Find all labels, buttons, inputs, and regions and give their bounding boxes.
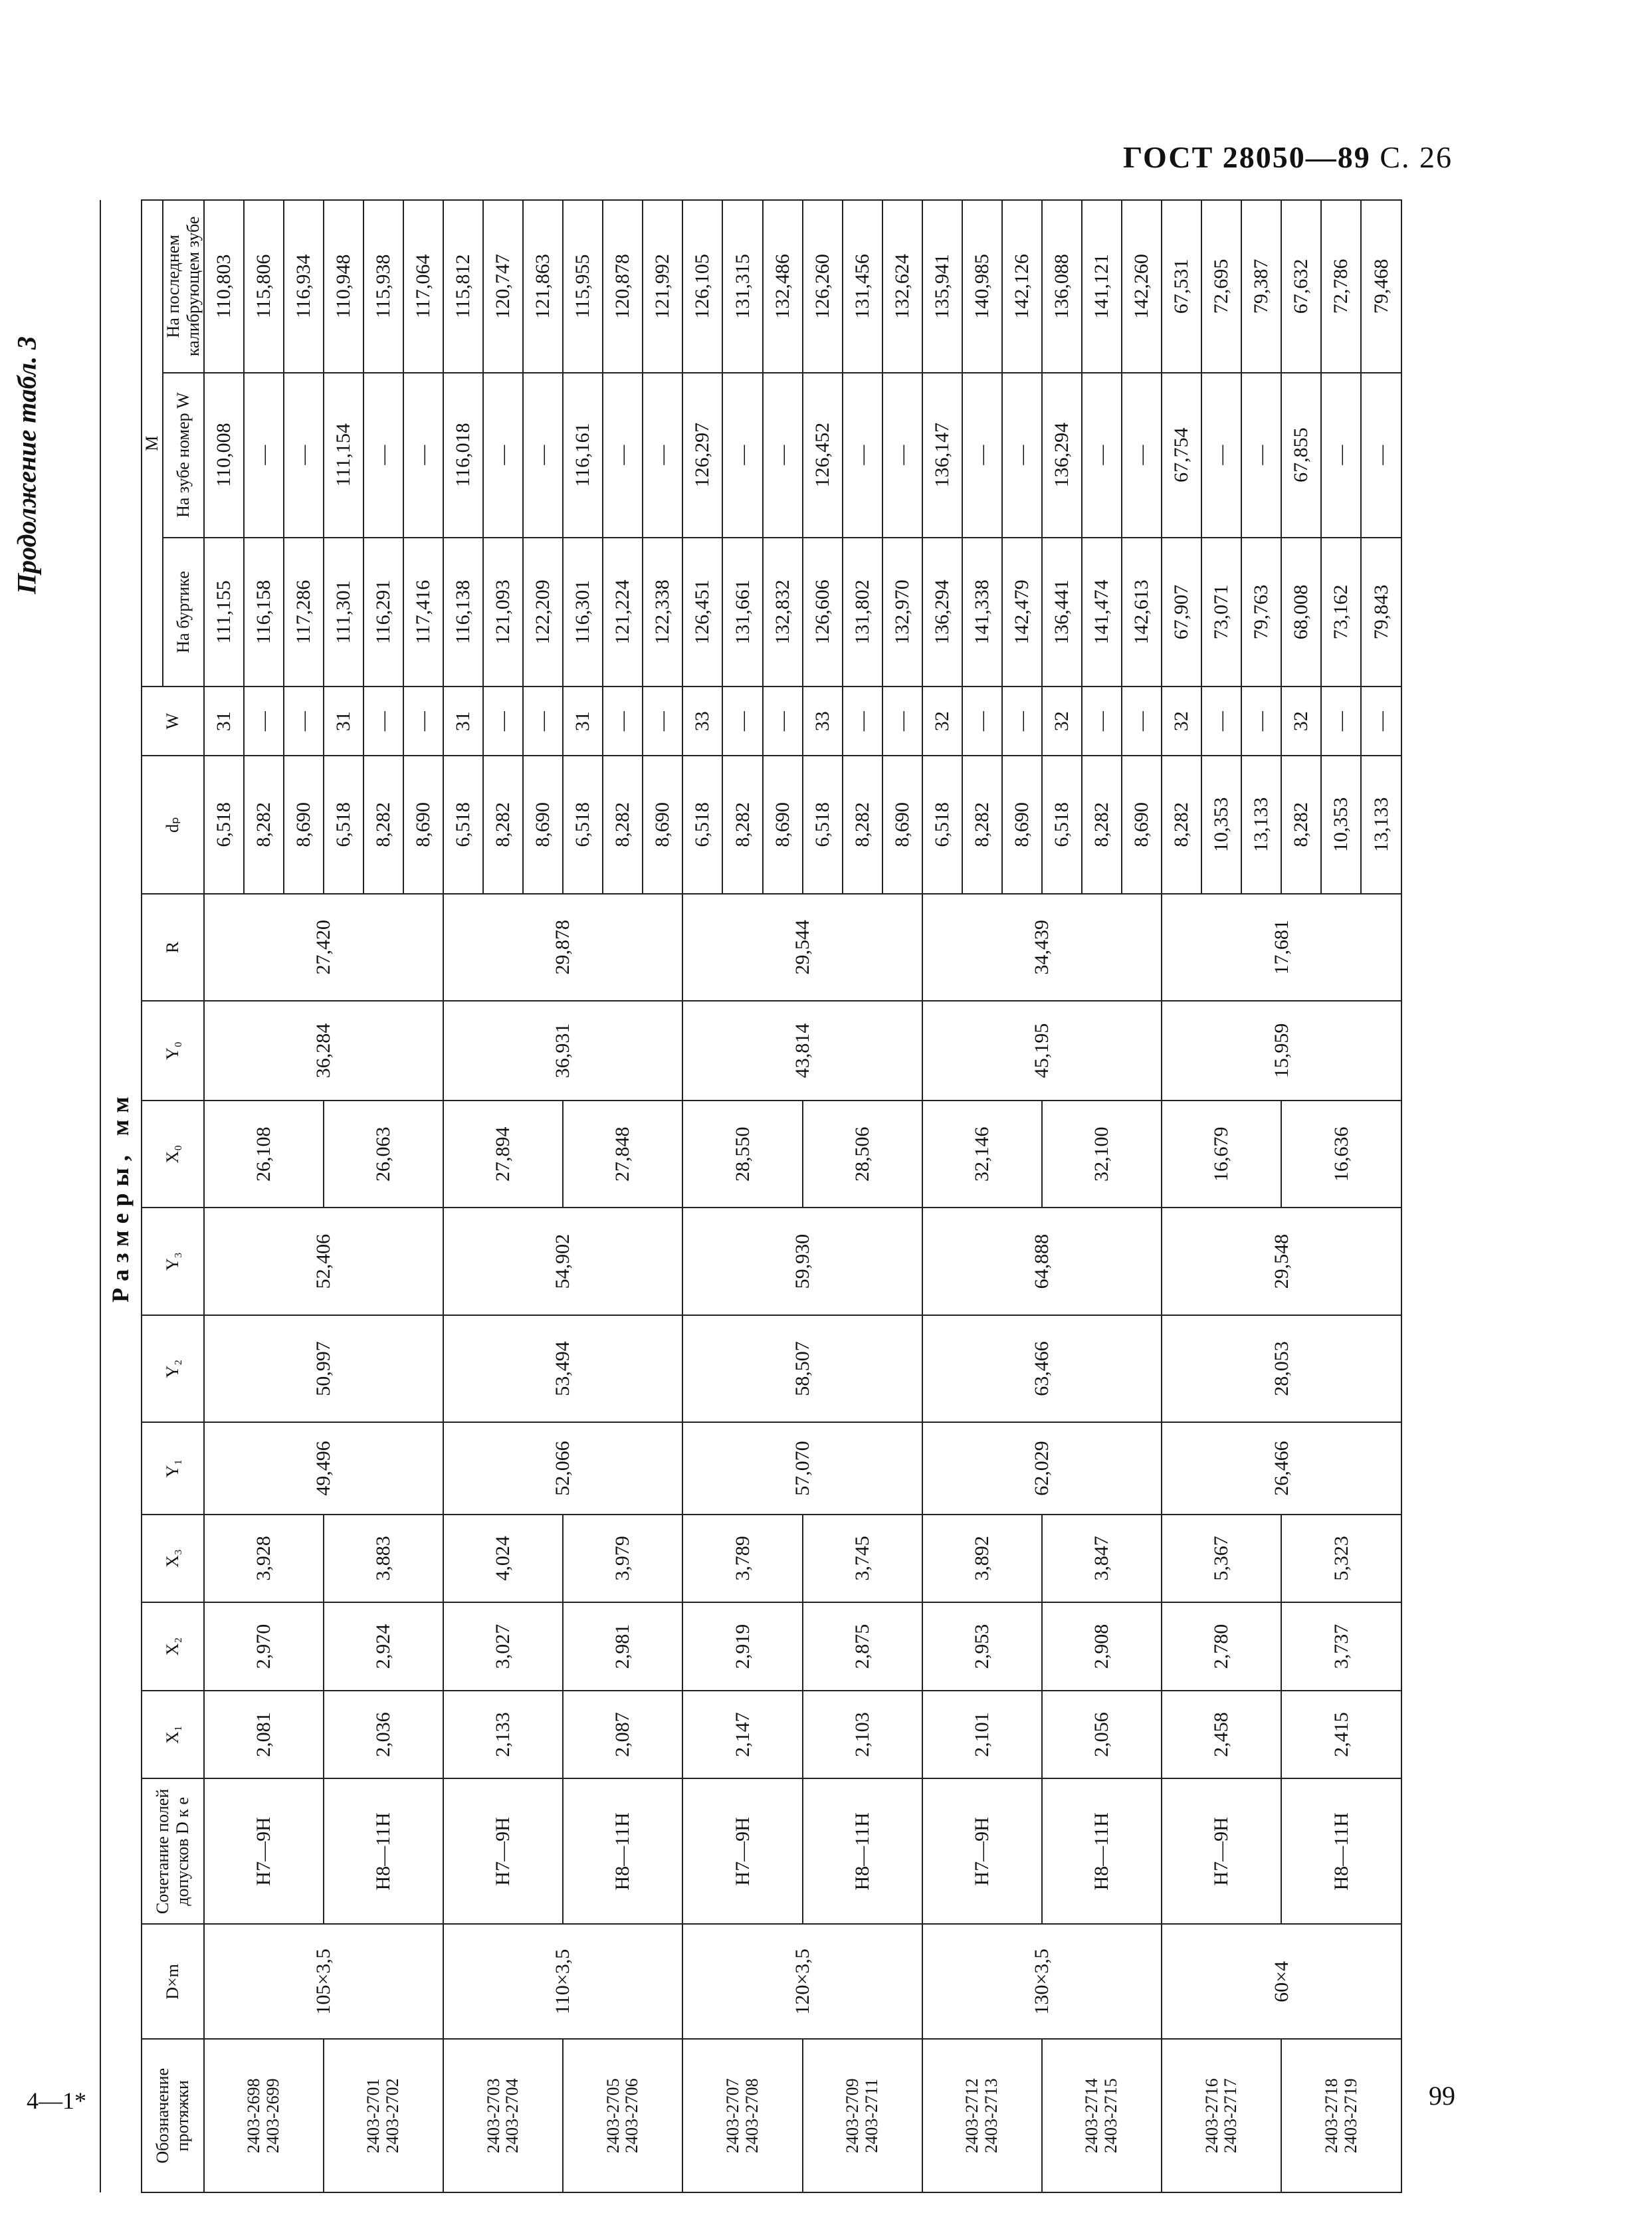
dxm-cell: 120×3,5 bbox=[682, 1924, 922, 2039]
tolerance-cell: H7—9H bbox=[922, 1778, 1042, 1924]
y0-cell: 45,195 bbox=[922, 1001, 1162, 1101]
w-cell: — bbox=[1201, 686, 1241, 756]
dp-cell: 8,690 bbox=[523, 756, 563, 894]
w-cell: — bbox=[244, 686, 284, 756]
y0-cell: 43,814 bbox=[682, 1001, 922, 1101]
designation-cell bbox=[324, 2039, 443, 2192]
designation-code: 2403-2702 bbox=[382, 2078, 402, 2154]
continuation-label: Продолжение табл. 3 bbox=[11, 336, 42, 595]
dp-cell: 8,282 bbox=[483, 756, 523, 894]
m-last-cell: 110,803 bbox=[204, 200, 244, 373]
y1-cell: 62,029 bbox=[922, 1422, 1162, 1514]
w-cell: — bbox=[1122, 686, 1162, 756]
m-collar-cell: 116,291 bbox=[363, 538, 403, 687]
y1-cell: 26,466 bbox=[1162, 1422, 1401, 1514]
tolerance-cell: H7—9H bbox=[1162, 1778, 1281, 1924]
designation-code: 2403-2711 bbox=[861, 2078, 881, 2153]
m-last-cell: 67,632 bbox=[1281, 200, 1321, 373]
x3-cell: 3,892 bbox=[922, 1515, 1042, 1603]
x0-cell: 26,063 bbox=[324, 1101, 443, 1208]
designation-cell bbox=[563, 2039, 682, 2192]
x2-cell: 3,027 bbox=[443, 1602, 563, 1691]
col-y0: Y₀ bbox=[142, 1001, 204, 1101]
dp-cell: 8,282 bbox=[962, 756, 1002, 894]
m-collar-cell: 121,093 bbox=[483, 538, 523, 687]
col-y2: Y₂ bbox=[142, 1315, 204, 1422]
m-tooth-cell: 67,754 bbox=[1162, 373, 1201, 538]
designation-cell bbox=[803, 2039, 922, 2192]
m-tooth-cell: — bbox=[763, 373, 803, 538]
table-row bbox=[1162, 200, 1201, 2192]
w-cell: — bbox=[1002, 686, 1042, 756]
tolerance-cell: H8—11H bbox=[324, 1778, 443, 1924]
m-collar-cell: 142,613 bbox=[1122, 538, 1162, 687]
m-last-cell: 126,105 bbox=[682, 200, 722, 373]
col-dxm: D×m bbox=[142, 1924, 204, 2039]
designation-code: 2403-2713 bbox=[981, 2078, 1001, 2154]
m-last-cell: 140,985 bbox=[962, 200, 1002, 373]
m-collar-cell: 141,474 bbox=[1082, 538, 1122, 687]
m-collar-cell: 122,209 bbox=[523, 538, 563, 687]
m-collar-cell: 111,301 bbox=[324, 538, 363, 687]
m-last-cell: 135,941 bbox=[922, 200, 962, 373]
m-collar-cell: 79,843 bbox=[1361, 538, 1401, 687]
w-cell: — bbox=[1361, 686, 1401, 756]
dp-cell: 10,353 bbox=[1201, 756, 1241, 894]
dxm-cell: 105×3,5 bbox=[204, 1924, 443, 2039]
m-collar-cell: 126,451 bbox=[682, 538, 722, 687]
x2-cell: 3,737 bbox=[1281, 1602, 1401, 1691]
w-cell: 31 bbox=[443, 686, 483, 756]
x1-cell: 2,056 bbox=[1042, 1691, 1162, 1779]
dp-cell: 8,282 bbox=[603, 756, 643, 894]
w-cell: 32 bbox=[1042, 686, 1082, 756]
y3-cell: 59,930 bbox=[682, 1208, 922, 1315]
header-page-ref: С. 26 bbox=[1380, 140, 1453, 174]
designation-cell bbox=[443, 2039, 563, 2192]
dp-cell: 6,518 bbox=[204, 756, 244, 894]
m-last-cell: 120,878 bbox=[603, 200, 643, 373]
m-last-cell: 115,806 bbox=[244, 200, 284, 373]
m-last-cell: 110,948 bbox=[324, 200, 363, 373]
w-cell: 31 bbox=[324, 686, 363, 756]
w-cell: 31 bbox=[563, 686, 603, 756]
table-row bbox=[803, 200, 843, 2192]
m-tooth-cell: — bbox=[882, 373, 922, 538]
r-cell: 17,681 bbox=[1162, 894, 1401, 1001]
m-tooth-cell: — bbox=[1361, 373, 1401, 538]
tolerance-cell: H8—11H bbox=[1042, 1778, 1162, 1924]
dp-cell: 6,518 bbox=[324, 756, 363, 894]
dp-cell: 8,282 bbox=[244, 756, 284, 894]
m-last-cell: 131,315 bbox=[722, 200, 762, 373]
m-tooth-cell: — bbox=[483, 373, 523, 538]
x2-cell: 2,981 bbox=[563, 1602, 682, 1691]
r-cell: 27,420 bbox=[204, 894, 443, 1001]
x2-cell: 2,924 bbox=[324, 1602, 443, 1691]
m-tooth-cell: 116,161 bbox=[563, 373, 603, 538]
y2-cell: 50,997 bbox=[204, 1315, 443, 1422]
x0-cell: 32,100 bbox=[1042, 1101, 1162, 1208]
dp-cell: 6,518 bbox=[563, 756, 603, 894]
col-x2: X₂ bbox=[142, 1602, 204, 1691]
m-collar-cell: 136,441 bbox=[1042, 538, 1082, 687]
m-last-cell: 120,747 bbox=[483, 200, 523, 373]
m-collar-cell: 131,802 bbox=[843, 538, 882, 687]
y1-cell: 57,070 bbox=[682, 1422, 922, 1514]
m-tooth-cell: 111,154 bbox=[324, 373, 363, 538]
designation-code: 2403-2709 bbox=[843, 2078, 863, 2154]
y1-cell: 52,066 bbox=[443, 1422, 682, 1514]
m-last-cell: 142,260 bbox=[1122, 200, 1162, 373]
col-m-collar: На буртике bbox=[163, 538, 204, 687]
m-collar-cell: 116,158 bbox=[244, 538, 284, 687]
m-collar-cell: 117,416 bbox=[403, 538, 443, 687]
m-last-cell: 115,955 bbox=[563, 200, 603, 373]
m-collar-cell: 117,286 bbox=[284, 538, 324, 687]
dp-cell: 6,518 bbox=[922, 756, 962, 894]
m-last-cell: 126,260 bbox=[803, 200, 843, 373]
y0-cell: 36,931 bbox=[443, 1001, 682, 1101]
m-tooth-cell: — bbox=[643, 373, 682, 538]
dp-cell: 8,282 bbox=[722, 756, 762, 894]
m-tooth-cell: — bbox=[403, 373, 443, 538]
designation-cell bbox=[1162, 2039, 1281, 2192]
dp-cell: 13,133 bbox=[1361, 756, 1401, 894]
header-title: ГОСТ 28050—89 bbox=[1122, 140, 1371, 174]
m-tooth-cell: 67,855 bbox=[1281, 373, 1321, 538]
w-cell: — bbox=[643, 686, 682, 756]
col-r: R bbox=[142, 894, 204, 1001]
m-tooth-cell: — bbox=[1201, 373, 1241, 538]
x1-cell: 2,147 bbox=[682, 1691, 802, 1779]
x2-cell: 2,970 bbox=[204, 1602, 324, 1691]
m-collar-cell: 79,763 bbox=[1241, 538, 1281, 687]
tolerance-cell: H8—11H bbox=[563, 1778, 682, 1924]
col-designation: Обозначение протяжки bbox=[142, 2039, 204, 2192]
col-m-tooth: На зубе номер W bbox=[163, 373, 204, 538]
m-last-cell: 132,486 bbox=[763, 200, 803, 373]
w-cell: — bbox=[603, 686, 643, 756]
m-last-cell: 72,695 bbox=[1201, 200, 1241, 373]
y3-cell: 29,548 bbox=[1162, 1208, 1401, 1315]
x1-cell: 2,133 bbox=[443, 1691, 563, 1779]
m-tooth-cell: — bbox=[1241, 373, 1281, 538]
tolerance-cell: H7—9H bbox=[682, 1778, 802, 1924]
y2-cell: 53,494 bbox=[443, 1315, 682, 1422]
designation-cell bbox=[922, 2039, 1042, 2192]
w-cell: — bbox=[962, 686, 1002, 756]
m-tooth-cell: — bbox=[244, 373, 284, 538]
table-row bbox=[922, 200, 962, 2192]
m-collar-cell: 142,479 bbox=[1002, 538, 1042, 687]
m-collar-cell: 141,338 bbox=[962, 538, 1002, 687]
x2-cell: 2,780 bbox=[1162, 1602, 1281, 1691]
m-last-cell: 121,992 bbox=[643, 200, 682, 373]
dxm-cell: 110×3,5 bbox=[443, 1924, 682, 2039]
y2-cell: 63,466 bbox=[922, 1315, 1162, 1422]
table-row bbox=[682, 200, 722, 2192]
m-collar-cell: 132,970 bbox=[882, 538, 922, 687]
m-collar-cell: 126,606 bbox=[803, 538, 843, 687]
x0-cell: 26,108 bbox=[204, 1101, 324, 1208]
dxm-cell: 60×4 bbox=[1162, 1924, 1401, 2039]
dp-cell: 8,282 bbox=[843, 756, 882, 894]
x0-cell: 27,894 bbox=[443, 1101, 563, 1208]
table-title: Размеры, мм bbox=[100, 200, 142, 2192]
x2-cell: 2,875 bbox=[803, 1602, 922, 1691]
y3-cell: 52,406 bbox=[204, 1208, 443, 1315]
w-cell: 32 bbox=[922, 686, 962, 756]
m-tooth-cell: — bbox=[603, 373, 643, 538]
m-last-cell: 141,121 bbox=[1082, 200, 1122, 373]
r-cell: 29,878 bbox=[443, 894, 682, 1001]
y3-cell: 64,888 bbox=[922, 1208, 1162, 1315]
dp-cell: 8,690 bbox=[643, 756, 682, 894]
m-collar-cell: 132,832 bbox=[763, 538, 803, 687]
x0-cell: 27,848 bbox=[563, 1101, 682, 1208]
w-cell: — bbox=[403, 686, 443, 756]
designation-cell bbox=[204, 2039, 324, 2192]
x2-cell: 2,908 bbox=[1042, 1602, 1162, 1691]
designation-code: 2403-2699 bbox=[262, 2078, 282, 2154]
designation-code: 2403-2716 bbox=[1201, 2078, 1221, 2154]
m-last-cell: 67,531 bbox=[1162, 200, 1201, 373]
w-cell: 33 bbox=[803, 686, 843, 756]
x3-cell: 5,367 bbox=[1162, 1515, 1281, 1603]
w-cell: — bbox=[882, 686, 922, 756]
w-cell: 32 bbox=[1281, 686, 1321, 756]
w-cell: 31 bbox=[204, 686, 244, 756]
designation-code: 2403-2707 bbox=[722, 2078, 742, 2154]
m-collar-cell: 73,071 bbox=[1201, 538, 1241, 687]
x2-cell: 2,953 bbox=[922, 1602, 1042, 1691]
dxm-cell: 130×3,5 bbox=[922, 1924, 1162, 2039]
dp-cell: 8,282 bbox=[363, 756, 403, 894]
table-row bbox=[1042, 200, 1082, 2192]
dp-cell: 6,518 bbox=[682, 756, 722, 894]
m-last-cell: 72,786 bbox=[1321, 200, 1361, 373]
footer-signature: 4—1* bbox=[27, 2087, 86, 2114]
tolerance-cell: H8—11H bbox=[1281, 1778, 1401, 1924]
document-header bbox=[1123, 140, 1453, 175]
m-tooth-cell: — bbox=[284, 373, 324, 538]
m-tooth-cell: 126,297 bbox=[682, 373, 722, 538]
dp-cell: 8,282 bbox=[1281, 756, 1321, 894]
dp-cell: 6,518 bbox=[803, 756, 843, 894]
dp-cell: 8,282 bbox=[1162, 756, 1201, 894]
col-y1: Y₁ bbox=[142, 1422, 204, 1514]
w-cell: 32 bbox=[1162, 686, 1201, 756]
m-tooth-cell: — bbox=[523, 373, 563, 538]
m-tooth-cell: — bbox=[722, 373, 762, 538]
col-w: W bbox=[142, 686, 204, 756]
m-tooth-cell: — bbox=[962, 373, 1002, 538]
m-tooth-cell: 126,452 bbox=[803, 373, 843, 538]
designation-code: 2403-2718 bbox=[1322, 2078, 1342, 2154]
designation-cell bbox=[1042, 2039, 1162, 2192]
col-dp: dₚ bbox=[142, 756, 204, 894]
tolerance-cell: H8—11H bbox=[803, 1778, 922, 1924]
dp-cell: 6,518 bbox=[443, 756, 483, 894]
w-cell: — bbox=[763, 686, 803, 756]
designation-cell bbox=[1281, 2039, 1401, 2192]
m-tooth-cell: 136,294 bbox=[1042, 373, 1082, 538]
m-last-cell: 121,863 bbox=[523, 200, 563, 373]
m-last-cell: 142,126 bbox=[1002, 200, 1042, 373]
m-collar-cell: 131,661 bbox=[722, 538, 762, 687]
x1-cell: 2,101 bbox=[922, 1691, 1042, 1779]
col-y3: Y₃ bbox=[142, 1208, 204, 1315]
m-last-cell: 115,938 bbox=[363, 200, 403, 373]
x1-cell: 2,087 bbox=[563, 1691, 682, 1779]
x3-cell: 3,928 bbox=[204, 1515, 324, 1603]
x1-cell: 2,081 bbox=[204, 1691, 324, 1779]
x2-cell: 2,919 bbox=[682, 1602, 802, 1691]
x3-cell: 3,745 bbox=[803, 1515, 922, 1603]
x3-cell: 3,847 bbox=[1042, 1515, 1162, 1603]
r-cell: 34,439 bbox=[922, 894, 1162, 1001]
x1-cell: 2,036 bbox=[324, 1691, 443, 1779]
m-last-cell: 132,624 bbox=[882, 200, 922, 373]
designation-cell bbox=[682, 2039, 802, 2192]
col-m-last: На последнем калибрующем зубе bbox=[163, 200, 204, 373]
col-x3: X₃ bbox=[142, 1515, 204, 1603]
x0-cell: 28,550 bbox=[682, 1101, 802, 1208]
m-tooth-cell: 116,018 bbox=[443, 373, 483, 538]
m-tooth-cell: — bbox=[1082, 373, 1122, 538]
m-collar-cell: 122,338 bbox=[643, 538, 682, 687]
x0-cell: 16,679 bbox=[1162, 1101, 1281, 1208]
m-collar-cell: 116,138 bbox=[443, 538, 483, 687]
m-last-cell: 117,064 bbox=[403, 200, 443, 373]
table-row bbox=[563, 200, 603, 2192]
dp-cell: 13,133 bbox=[1241, 756, 1281, 894]
m-collar-cell: 111,155 bbox=[204, 538, 244, 687]
page-number: 99 bbox=[1429, 2081, 1455, 2111]
m-collar-cell: 73,162 bbox=[1321, 538, 1361, 687]
dimensions-table bbox=[100, 199, 1402, 2193]
designation-code: 2403-2712 bbox=[962, 2078, 982, 2154]
table-row bbox=[324, 200, 363, 2192]
dp-cell: 8,282 bbox=[1082, 756, 1122, 894]
designation-code: 2403-2715 bbox=[1101, 2078, 1121, 2154]
m-tooth-cell: — bbox=[363, 373, 403, 538]
y0-cell: 15,959 bbox=[1162, 1001, 1401, 1101]
m-collar-cell: 121,224 bbox=[603, 538, 643, 687]
x0-cell: 16,636 bbox=[1281, 1101, 1401, 1208]
table-row bbox=[204, 200, 244, 2192]
dp-cell: 8,690 bbox=[763, 756, 803, 894]
w-cell: — bbox=[722, 686, 762, 756]
x3-cell: 5,323 bbox=[1281, 1515, 1401, 1603]
w-cell: — bbox=[1321, 686, 1361, 756]
dimensions-table-container bbox=[100, 199, 1402, 2193]
y1-cell: 49,496 bbox=[204, 1422, 443, 1514]
w-cell: — bbox=[1241, 686, 1281, 756]
m-collar-cell: 68,008 bbox=[1281, 538, 1321, 687]
x3-cell: 3,979 bbox=[563, 1515, 682, 1603]
table-row bbox=[443, 200, 483, 2192]
x3-cell: 4,024 bbox=[443, 1515, 563, 1603]
m-last-cell: 131,456 bbox=[843, 200, 882, 373]
designation-code: 2403-2698 bbox=[244, 2078, 264, 2154]
m-last-cell: 79,468 bbox=[1361, 200, 1401, 373]
m-tooth-cell: — bbox=[1122, 373, 1162, 538]
w-cell: — bbox=[363, 686, 403, 756]
m-collar-cell: 116,301 bbox=[563, 538, 603, 687]
y2-cell: 28,053 bbox=[1162, 1315, 1401, 1422]
m-collar-cell: 67,907 bbox=[1162, 538, 1201, 687]
w-cell: — bbox=[1082, 686, 1122, 756]
designation-code: 2403-2714 bbox=[1082, 2078, 1102, 2154]
designation-code: 2403-2703 bbox=[483, 2078, 503, 2154]
y3-cell: 54,902 bbox=[443, 1208, 682, 1315]
dp-cell: 8,690 bbox=[284, 756, 324, 894]
designation-code: 2403-2719 bbox=[1340, 2078, 1360, 2154]
y0-cell: 36,284 bbox=[204, 1001, 443, 1101]
m-last-cell: 116,934 bbox=[284, 200, 324, 373]
dp-cell: 8,690 bbox=[1002, 756, 1042, 894]
dp-cell: 8,690 bbox=[403, 756, 443, 894]
w-cell: — bbox=[483, 686, 523, 756]
r-cell: 29,544 bbox=[682, 894, 922, 1001]
designation-code: 2403-2717 bbox=[1221, 2078, 1241, 2154]
dp-cell: 8,690 bbox=[882, 756, 922, 894]
m-collar-cell: 136,294 bbox=[922, 538, 962, 687]
designation-code: 2403-2704 bbox=[502, 2078, 522, 2154]
dp-cell: 8,690 bbox=[1122, 756, 1162, 894]
col-tolerance: Сочетание полей допусков D к е bbox=[142, 1778, 204, 1924]
m-tooth-cell: — bbox=[843, 373, 882, 538]
m-tooth-cell: — bbox=[1321, 373, 1361, 538]
w-cell: 33 bbox=[682, 686, 722, 756]
designation-code: 2403-2706 bbox=[622, 2078, 642, 2154]
tolerance-cell: H7—9H bbox=[443, 1778, 563, 1924]
m-tooth-cell: 110,008 bbox=[204, 373, 244, 538]
tolerance-cell: H7—9H bbox=[204, 1778, 324, 1924]
x3-cell: 3,789 bbox=[682, 1515, 802, 1603]
dp-cell: 10,353 bbox=[1321, 756, 1361, 894]
x3-cell: 3,883 bbox=[324, 1515, 443, 1603]
w-cell: — bbox=[843, 686, 882, 756]
col-x0: X₀ bbox=[142, 1101, 204, 1208]
x0-cell: 32,146 bbox=[922, 1101, 1042, 1208]
x1-cell: 2,458 bbox=[1162, 1691, 1281, 1779]
w-cell: — bbox=[284, 686, 324, 756]
m-last-cell: 115,812 bbox=[443, 200, 483, 373]
x1-cell: 2,415 bbox=[1281, 1691, 1401, 1779]
x0-cell: 28,506 bbox=[803, 1101, 922, 1208]
dp-cell: 6,518 bbox=[1042, 756, 1082, 894]
m-last-cell: 79,387 bbox=[1241, 200, 1281, 373]
table-row bbox=[1281, 200, 1321, 2192]
designation-code: 2403-2708 bbox=[742, 2078, 762, 2154]
y2-cell: 58,507 bbox=[682, 1315, 922, 1422]
w-cell: — bbox=[523, 686, 563, 756]
col-x1: X₁ bbox=[142, 1691, 204, 1779]
designation-code: 2403-2701 bbox=[363, 2078, 383, 2154]
m-last-cell: 136,088 bbox=[1042, 200, 1082, 373]
table-body bbox=[204, 200, 1401, 2192]
x1-cell: 2,103 bbox=[803, 1691, 922, 1779]
m-tooth-cell: 136,147 bbox=[922, 373, 962, 538]
m-tooth-cell: — bbox=[1002, 373, 1042, 538]
designation-code: 2403-2705 bbox=[603, 2078, 623, 2154]
col-m-group: M bbox=[142, 200, 163, 686]
